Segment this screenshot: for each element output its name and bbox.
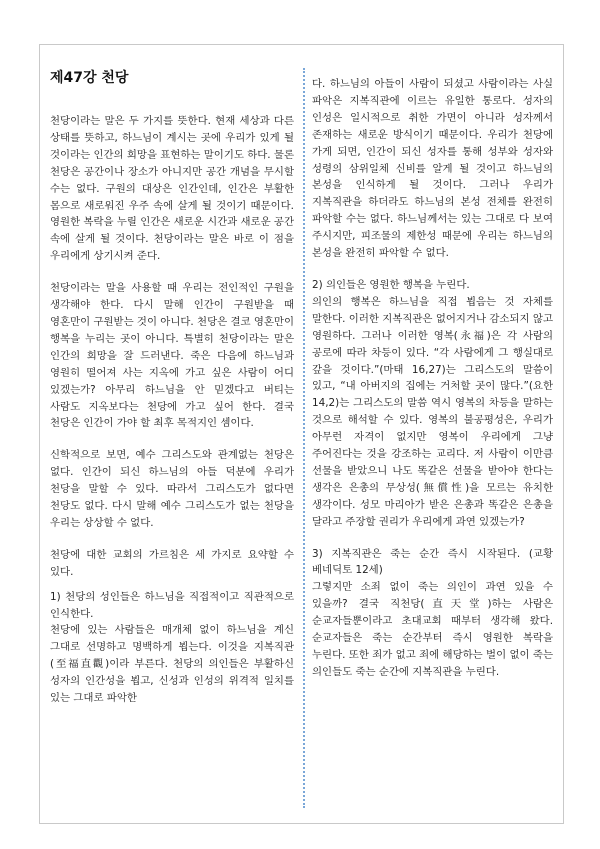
paragraph-beatific-vision: 천당에 있는 사람들은 매개체 없이 하느님을 계신 그대로 선명하고 명백하게 뵙는다. 이것을 지복직관(至福直觀)이라 부른다. 천당의 의인들은 부활하신 성자의 인간성을 뵙고, 신성과 인성의 위격적 일치를 있는 그대로 파악한	[50, 624, 294, 705]
teaching-heading-1: 1) 천당의 성인들은 하느님을 직접적이고 직관적으로 인식한다.	[50, 590, 294, 620]
paragraph-heaven-meaning: 천당이라는 말은 두 가지를 뜻한다. 현재 세상과 다른 상태를 뜻하고, 하느님이 계시는 곳에 우리가 있게 될 것이라는 인간의 희망을 표현하는 말이기도 하다. 물론 천당은 공간이나 장소가 아니지만 공간 개념을 무시할 수는 없다. 구원의 대상은 인간인데, 인간은 부활한 몸으로 새로워진 우주 속에 살게 될 것이기 때문이다. 영원한 복락을 누릴 인간은 새로운 시간과 새로운 공간 속에 살게 될 것이다. 천당이라는 말은 바로 이 점을 우리에게 상기시켜 준다.	[50, 115, 294, 263]
left-column	[50, 68, 294, 707]
paragraph-beatific-vision-cont: 다. 하느님의 아들이 사람이 되셨고 사람이라는 사실 파악은 지복직관에 이르는 유일한 통로다. 성자의 인성은 일시적으로 취한 가면이 아니라 성자께서 존재하는 새로운 방식이기 때문이다. 우리가 천당에 가게 되면, 인간이 되신 성자를 통해 성부와 성자와 성령의 삼위일체 신비를 알게 될 것이고 하느님의 본성을 인식하게 될 것이다. 그러나 우리가 지복직관을 하더라도 하느님의 본성 전체를 완전히 파악할 수는 없다. 하느님께서는 있는 그대로 다 보여 주시지만, 피조물의 제한성 때문에 우리는 하느님의 본성을 완전히 파악할 수 없다.	[312, 78, 553, 260]
paragraph-church-teaching-intro: 천당에 대한 교회의 가르침은 세 가지로 요약할 수 있다.	[50, 548, 294, 578]
paragraph-holistic-salvation: 천당이라는 말을 사용할 때 우리는 전인적인 구원을 생각해야 한다. 다시 말해 인간이 구원받을 때 영혼만이 구원받는 것이 아니다. 천당은 결코 영혼만이 행복을 누리는 곳이 아니다. 특별히 천당이라는 말은 인간의 희망을 잘 드러낸다. 죽은 다음에 하느님과 영원히 떨어져 사는 지옥에 가고 싶은 사람이 어디 있겠는가? 아무리 하느님을 안 믿겠다고 버티는 사람도 지옥보다는 천당에 가고 싶어 한다. 결국 천당은 인간이 가야 할 최후 목적지인 셈이다.	[50, 282, 294, 430]
teaching-heading-2: 2) 의인들은 영원한 행복을 누린다.	[312, 278, 470, 291]
paragraph-eternal-happiness: 의인의 행복은 하느님을 직접 뵙음는 것 자체를 말한다. 이러한 지복직관은 없어지거나 감소되지 않고 영원하다. 그러나 이러한 영복(永福)은 각 사람의 공로에 따라 차등이 있다. “각 사람에게 그 행실대로 갚을 것이다.”(마태 16,27)는 그리스도의 말씀이 있고, “내 아버지의 집에는 거처할 곳이 많다.”(요한 14,2)는 그리스도의 말씀 역시 영복의 차등을 말하는 것으로 해석할 수 있다. 영복의 불공평성은, 우리가 아무런 자격이 없지만 영복이 우리에게 그냥 주어진다는 것을 강조하는 교리다. 저 사람이 이만큼 선물을 받았으니 나도 똑같은 선물을 받아야 한다는 생각은 은총의 무상성(無償性)을 모르는 유치한 생각이다. 성모 마리아가 받은 은총과 똑같은 은총을 달라고 주장할 권리가 우리에게 과연 있겠는가?	[312, 295, 553, 528]
right-column	[312, 76, 553, 681]
column-divider	[303, 68, 305, 808]
paragraph-theological-view: 신학적으로 보면, 예수 그리스도와 관계없는 천당은 없다. 인간이 되신 하느님의 아들 덕분에 우리가 천당을 말할 수 있다. 따라서 그리스도가 없다면 천당도 없다. 다시 말해 예수 그리스도가 없는 천당을 우리는 상상할 수 없다.	[50, 449, 294, 529]
teaching-heading-3: 3) 지복직관은 죽는 순간 즉시 시작된다. (교황 베네딕토 12세)	[312, 547, 553, 577]
paragraph-immediate-vision: 그렇지만 소죄 없이 죽는 의인이 과연 있을 수 있을까? 결국 직천당(直天堂)하는 사람은 순교자들뿐이라고 초대교회 때부터 생각해 왔다. 순교자들은 죽는 순간부터 즉시 영원한 복락을 누린다. 또한 죄가 없고 죄에 해당하는 벌이 없이 죽는 의인들도 죽는 순간에 지복직관을 누린다.	[312, 581, 553, 678]
lesson-title: 제47강 천당	[50, 70, 129, 86]
